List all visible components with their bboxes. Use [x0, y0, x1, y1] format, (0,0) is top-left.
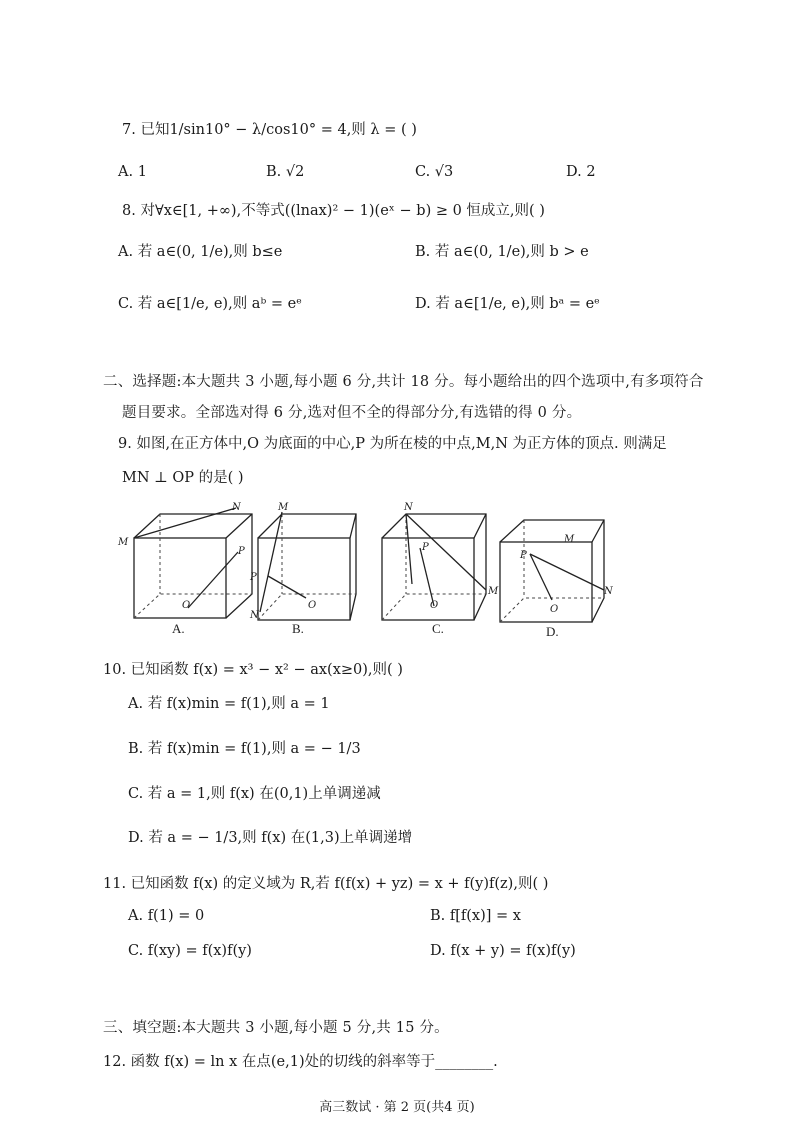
svg-text:O: O: [182, 600, 191, 611]
question-12-stem: 12. 函数 f(x) = ln x 在点(e,1)处的切线的斜率等于________.: [103, 1054, 498, 1070]
svg-text:O: O: [308, 600, 317, 611]
question-9-stem: 9. 如图,在正方体中,O 为底面的中心,P 为所在棱的中点,M,N 为正方体的顶点. 则满足: [118, 436, 667, 452]
figure-caption-b: B.: [292, 621, 304, 636]
svg-text:M: M: [488, 586, 499, 597]
question-8-stem: 8. 对∀x∈[1, +∞),不等式((lnax)² − 1)(eˣ − b) ≥ 0 恒成立,则( ): [122, 203, 545, 219]
question-9-stem-cont: MN ⊥ OP 的是( ): [122, 470, 244, 486]
figure-caption-c: C.: [432, 621, 444, 636]
q7-option-a: A. 1: [118, 164, 147, 180]
svg-text:M: M: [118, 537, 129, 548]
q10-option-d: D. 若 a = − 1/3,则 f(x) 在(1,3)上单调递增: [128, 830, 413, 846]
q11-option-d: D. f(x + y) = f(x)f(y): [430, 943, 576, 959]
cube-a: [117, 502, 252, 618]
svg-text:M: M: [278, 502, 289, 513]
cube-d: [500, 520, 614, 622]
svg-text:P: P: [422, 542, 429, 553]
figure-caption-d: D.: [546, 624, 559, 639]
question-11-stem: 11. 已知函数 f(x) 的定义域为 R,若 f(f(x) + yz) = x + f(y)f(z),则( ): [103, 876, 549, 892]
q8-option-b: B. 若 a∈(0, 1/e),则 b > e: [415, 244, 589, 260]
svg-text:N: N: [404, 502, 413, 513]
q10-option-c: C. 若 a = 1,则 f(x) 在(0,1)上单调递减: [128, 786, 381, 802]
svg-text:N: N: [250, 610, 259, 621]
svg-text:P: P: [238, 546, 245, 557]
q7-option-c: C. √3: [415, 164, 454, 180]
question-10-stem: 10. 已知函数 f(x) = x³ − x² − ax(x≥0),则( ): [103, 662, 403, 678]
question-7-stem: 7. 已知1/sin10° − λ/cos10° = 4,则 λ = ( ): [122, 122, 417, 138]
svg-text:O: O: [430, 600, 439, 611]
svg-text:N: N: [232, 502, 241, 513]
q10-option-a: A. 若 f(x)min = f(1),则 a = 1: [128, 696, 330, 712]
q7-option-b: B. √2: [266, 164, 305, 180]
q8-option-d: D. 若 a∈[1/e, e),则 bᵃ = eᵉ: [415, 296, 600, 312]
q11-option-c: C. f(xy) = f(x)f(y): [128, 943, 252, 959]
cube-b: [249, 502, 356, 621]
q8-option-a: A. 若 a∈(0, 1/e),则 b≤e: [118, 244, 283, 260]
svg-text:P: P: [250, 572, 257, 583]
q10-option-b: B. 若 f(x)min = f(1),则 a = − 1/3: [128, 741, 361, 757]
svg-text:M: M: [564, 534, 575, 545]
section-2-heading: 二、选择题:本大题共 3 小题,每小题 6 分,共计 18 分。每小题给出的四个选项中,有多项符合: [103, 374, 704, 390]
q11-option-b: B. f[f(x)] = x: [430, 908, 521, 924]
section-3-heading: 三、填空题:本大题共 3 小题,每小题 5 分,共 15 分。: [103, 1020, 449, 1036]
page-footer: 高三数试 · 第 2 页(共4 页): [319, 1100, 475, 1115]
q7-option-d: D. 2: [566, 164, 596, 180]
q11-option-a: A. f(1) = 0: [128, 908, 205, 924]
figure-caption-a: A.: [172, 621, 185, 636]
svg-text:N: N: [604, 586, 613, 597]
svg-text:O: O: [550, 604, 559, 615]
cube-figures: [110, 498, 630, 646]
cube-c: [382, 502, 499, 620]
svg-text:P: P: [520, 550, 527, 561]
section-2-instructions: 题目要求。全部选对得 6 分,选对但不全的得部分分,有选错的得 0 分。: [122, 405, 582, 421]
q8-option-c: C. 若 a∈[1/e, e),则 aᵇ = eᵉ: [118, 296, 302, 312]
